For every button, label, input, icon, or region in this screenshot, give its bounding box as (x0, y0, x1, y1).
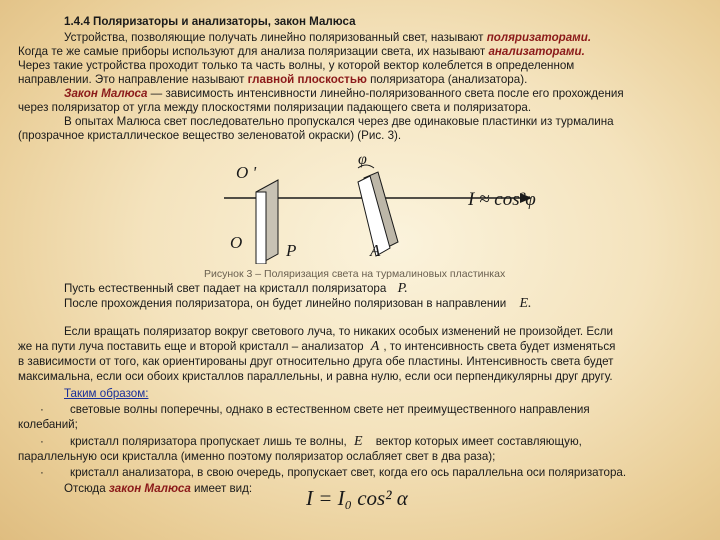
label-o-prime: O ' (236, 163, 257, 182)
term-malus-law: закон Малюса (108, 482, 191, 495)
text: поляризатора (анализатора). (366, 73, 528, 86)
text: — зависимость интенсивности линейно-поляризованного света после его прохождения (147, 87, 624, 100)
figure-formula: I ≈ cos²φ (468, 189, 536, 210)
text: Отсюда (64, 482, 109, 495)
paragraph-line: Через такие устройства проходит только та часть волны, у которой вектор колеблется в определенном (18, 59, 575, 72)
list-intro-link[interactable]: Таким образом: (64, 387, 149, 400)
text: вектор которых имеет составляющую, (375, 435, 582, 448)
text: После прохождения поляризатора, он будет линейно поляризован в направлении (64, 297, 507, 310)
text: же на пути луча поставить еще и второй кристалл – анализатор (18, 340, 364, 353)
bullet-icon: · (40, 403, 44, 416)
list-item: кристалл анализатора, в свою очередь, пропускает свет, когда его ось параллельна оси поляризатора. (70, 466, 627, 479)
term-main-plane: главной плоскостью (247, 73, 367, 86)
paragraph-line (18, 45, 585, 59)
text: Устройства, позволяющие получать линейно поляризованный свет, называют (64, 31, 487, 44)
paragraph-line (18, 73, 527, 87)
symbol-a: A (370, 339, 380, 354)
label-p: P (286, 241, 297, 260)
text: , то интенсивность света будет изменяться (383, 340, 616, 353)
text: Пусть естественный свет падает на кристалл поляризатора (64, 282, 387, 295)
symbol-e: E (353, 434, 363, 449)
symbol-p: P. (397, 281, 408, 296)
malus-formula: I = I₀ cos² α (306, 486, 408, 510)
text: Когда те же самые приборы используют для анализа поляризации света, их называют (18, 45, 489, 58)
figure-caption: Рисунок 3 – Поляризация света на турмалиновых пластинках (204, 268, 506, 280)
text: кристалл поляризатора пропускает лишь те волны, (70, 435, 347, 448)
paragraph-line: максимальна, если оси обоих кристаллов параллельны, и равна нулю, если оси перпендикулярны друг другу. (18, 370, 613, 383)
term-analyzers: анализаторами. (488, 45, 585, 58)
paragraph-line: через поляризатор от угла между плоскостями поляризации падающего света и поляризатора. (18, 101, 532, 114)
symbol-e: E. (519, 296, 532, 311)
paragraph-line: Если вращать поляризатор вокруг светового луча, то никаких особых изменений не произойдет. Если (64, 325, 613, 338)
label-o: O (230, 233, 243, 252)
list-item: световые волны поперечны, однако в естественном свете нет преимущественного направления (70, 403, 590, 416)
text: имеет вид: (190, 482, 253, 495)
polarization-figure (220, 152, 560, 264)
list-item-cont: параллельную оси кристалла (именно поэтому поляризатор ослабляет свет в два раза); (18, 450, 496, 463)
paragraph-line: В опытах Малюса свет последовательно пропускался через две одинаковые пластинки из турмалина (64, 115, 614, 128)
paragraph-line (64, 87, 624, 101)
paragraph-line (64, 282, 408, 296)
paragraph-line (18, 340, 615, 354)
bullet-icon: · (40, 466, 44, 479)
paragraph-line (64, 482, 252, 496)
section-heading: 1.4.4 Поляризаторы и анализаторы, закон Малюса (64, 15, 356, 28)
polarizer-plate (256, 192, 266, 264)
paragraph-line (64, 31, 591, 45)
term-polarizers: поляризаторами. (486, 31, 592, 44)
label-phi: φ (358, 152, 367, 168)
label-a: A (370, 241, 381, 260)
paragraph-line (64, 297, 532, 311)
list-item-cont: колебаний; (18, 418, 78, 431)
list-item (70, 435, 582, 449)
paragraph-line: в зависимости от того, как ориентированы друг относительно друга обе пластины. Интенсивность света будет (18, 355, 614, 368)
term-malus-law: Закон Малюса (64, 87, 148, 100)
paragraph-line: (прозрачное кристаллическое вещество зеленоватой окраски) (Рис. 3). (18, 129, 402, 142)
bullet-icon: · (40, 435, 44, 448)
text: направлении. Это направление называют (18, 73, 248, 86)
